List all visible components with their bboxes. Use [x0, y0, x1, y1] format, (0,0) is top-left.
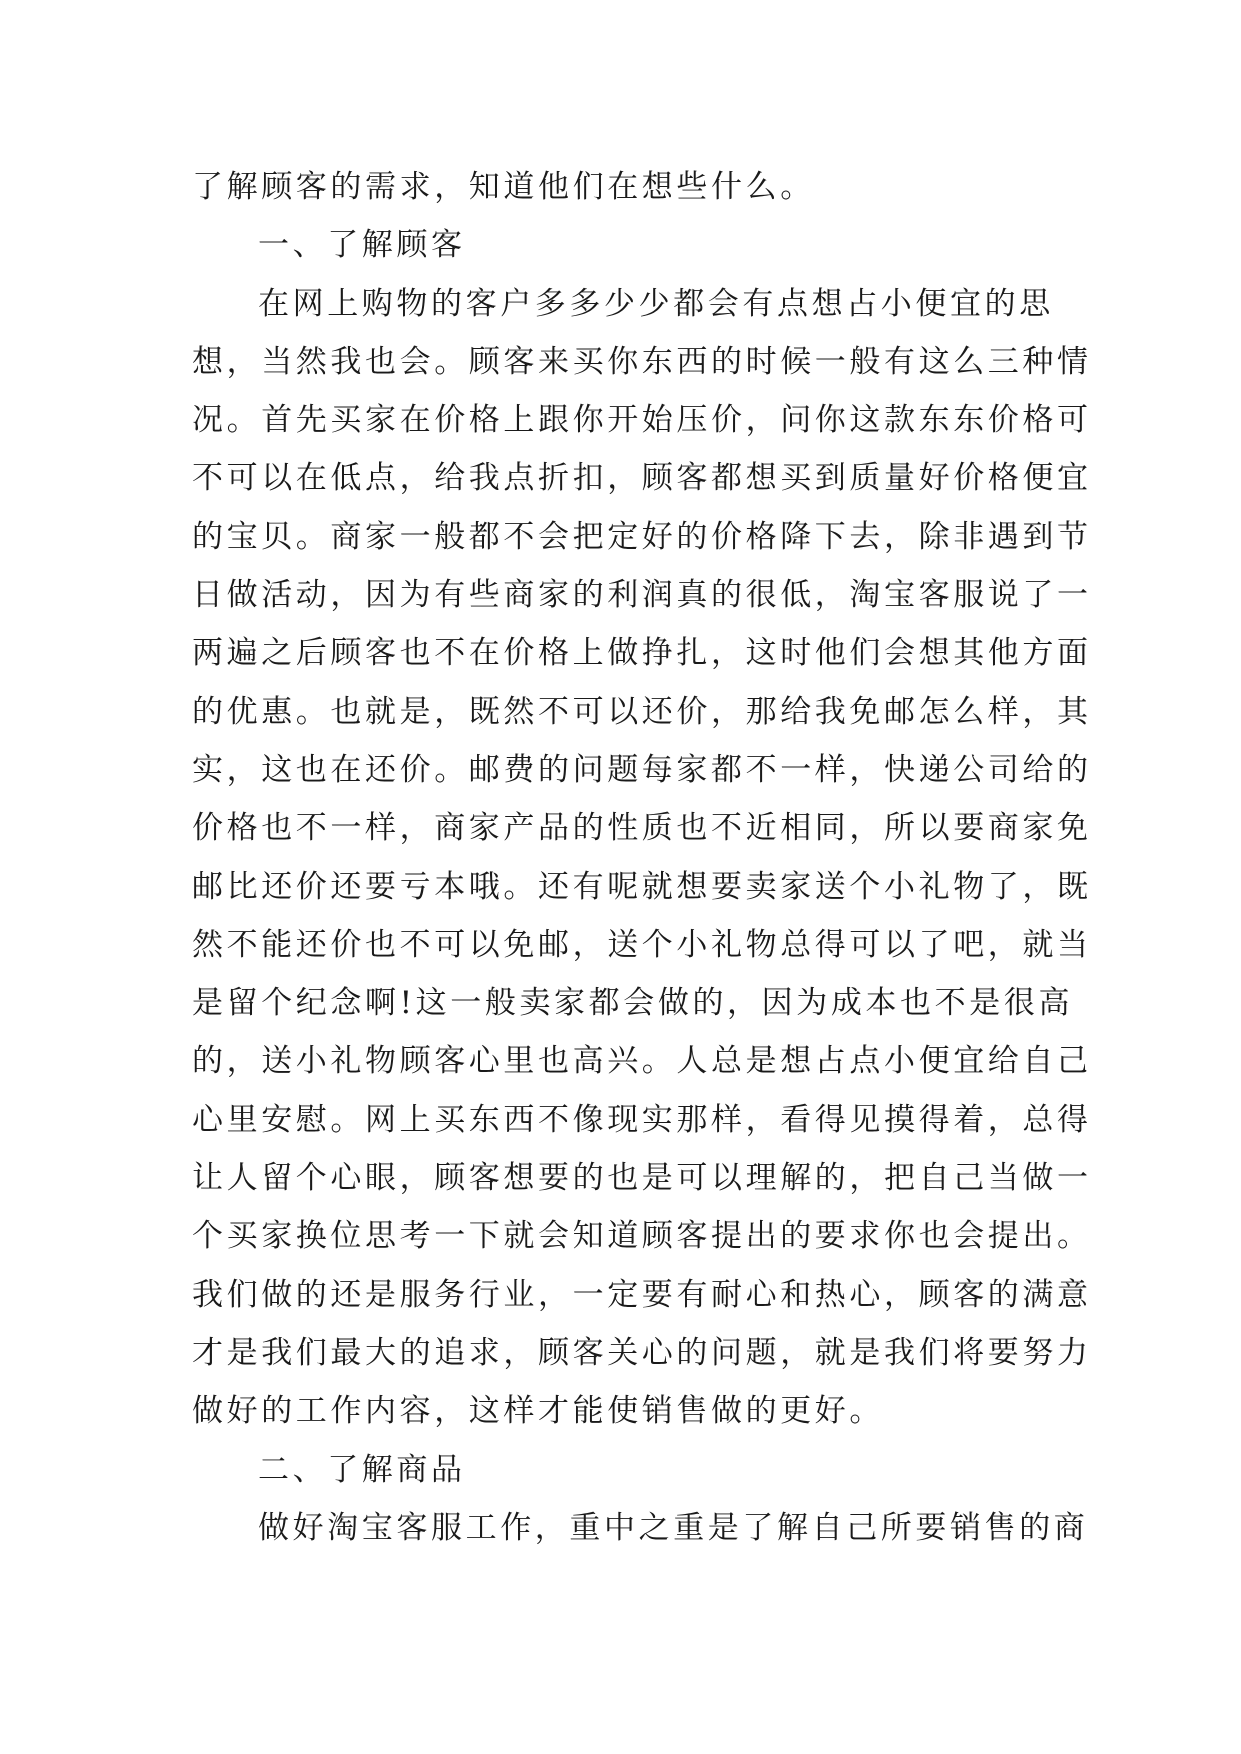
text-line: 的，送小礼物顾客心里也高兴。人总是想占点小便宜给自己 — [192, 1043, 1092, 1080]
document-body — [192, 158, 1092, 1557]
text-line: 了解顾客的需求，知道他们在想些什么。 — [192, 169, 815, 205]
text-line: 的优惠。也就是，既然不可以还价，那给我免邮怎么样，其 — [192, 693, 1092, 730]
text-line: 邮比还价还要亏本哦。还有呢就想要卖家送个小礼物了，既 — [192, 868, 1092, 905]
text-line: 两遍之后顾客也不在价格上做挣扎，这时他们会想其他方面 — [192, 635, 1092, 672]
text-line: 价格也不一样，商家产品的性质也不近相同，所以要商家免 — [192, 810, 1092, 847]
section-heading-understand-products: 二、了解商品 — [258, 1451, 466, 1488]
text-line: 况。首先买家在价格上跟你开始压价，问你这款东东价格可 — [192, 402, 1092, 439]
text-line: 想，当然我也会。顾客来买你东西的时候一般有这么三种情 — [192, 343, 1092, 380]
text-line: 的宝贝。商家一般都不会把定好的价格降下去，除非遇到节 — [192, 518, 1092, 555]
text-line: 在网上购物的客户多多少少都会有点想占小便宜的思 — [258, 285, 1054, 322]
text-line: 个买家换位思考一下就会知道顾客提出的要求你也会提出。 — [192, 1218, 1092, 1255]
text-line: 做好的工作内容，这样才能使销售做的更好。 — [192, 1393, 884, 1430]
section-heading-understand-customers: 一、了解顾客 — [258, 227, 466, 264]
text-line: 让人留个心眼，顾客想要的也是可以理解的，把自己当做一 — [192, 1160, 1092, 1197]
text-line: 是留个纪念啊!这一般卖家都会做的，因为成本也不是很高 — [192, 985, 1074, 1022]
text-line: 做好淘宝客服工作，重中之重是了解自己所要销售的商 — [258, 1509, 1089, 1546]
text-line: 日做活动，因为有些商家的利润真的很低，淘宝客服说了一 — [192, 577, 1092, 614]
text-line: 我们做的还是服务行业，一定要有耐心和热心，顾客的满意 — [192, 1276, 1092, 1313]
text-line: 实，这也在还价。邮费的问题每家都不一样，快递公司给的 — [192, 751, 1092, 788]
text-line: 才是我们最大的追求，顾客关心的问题，就是我们将要努力 — [192, 1334, 1092, 1371]
text-line: 心里安慰。网上买东西不像现实那样，看得见摸得着，总得 — [192, 1101, 1092, 1138]
text-line: 然不能还价也不可以免邮，送个小礼物总得可以了吧，就当 — [192, 926, 1092, 963]
text-line: 不可以在低点，给我点折扣，顾客都想买到质量好价格便宜 — [192, 460, 1092, 497]
